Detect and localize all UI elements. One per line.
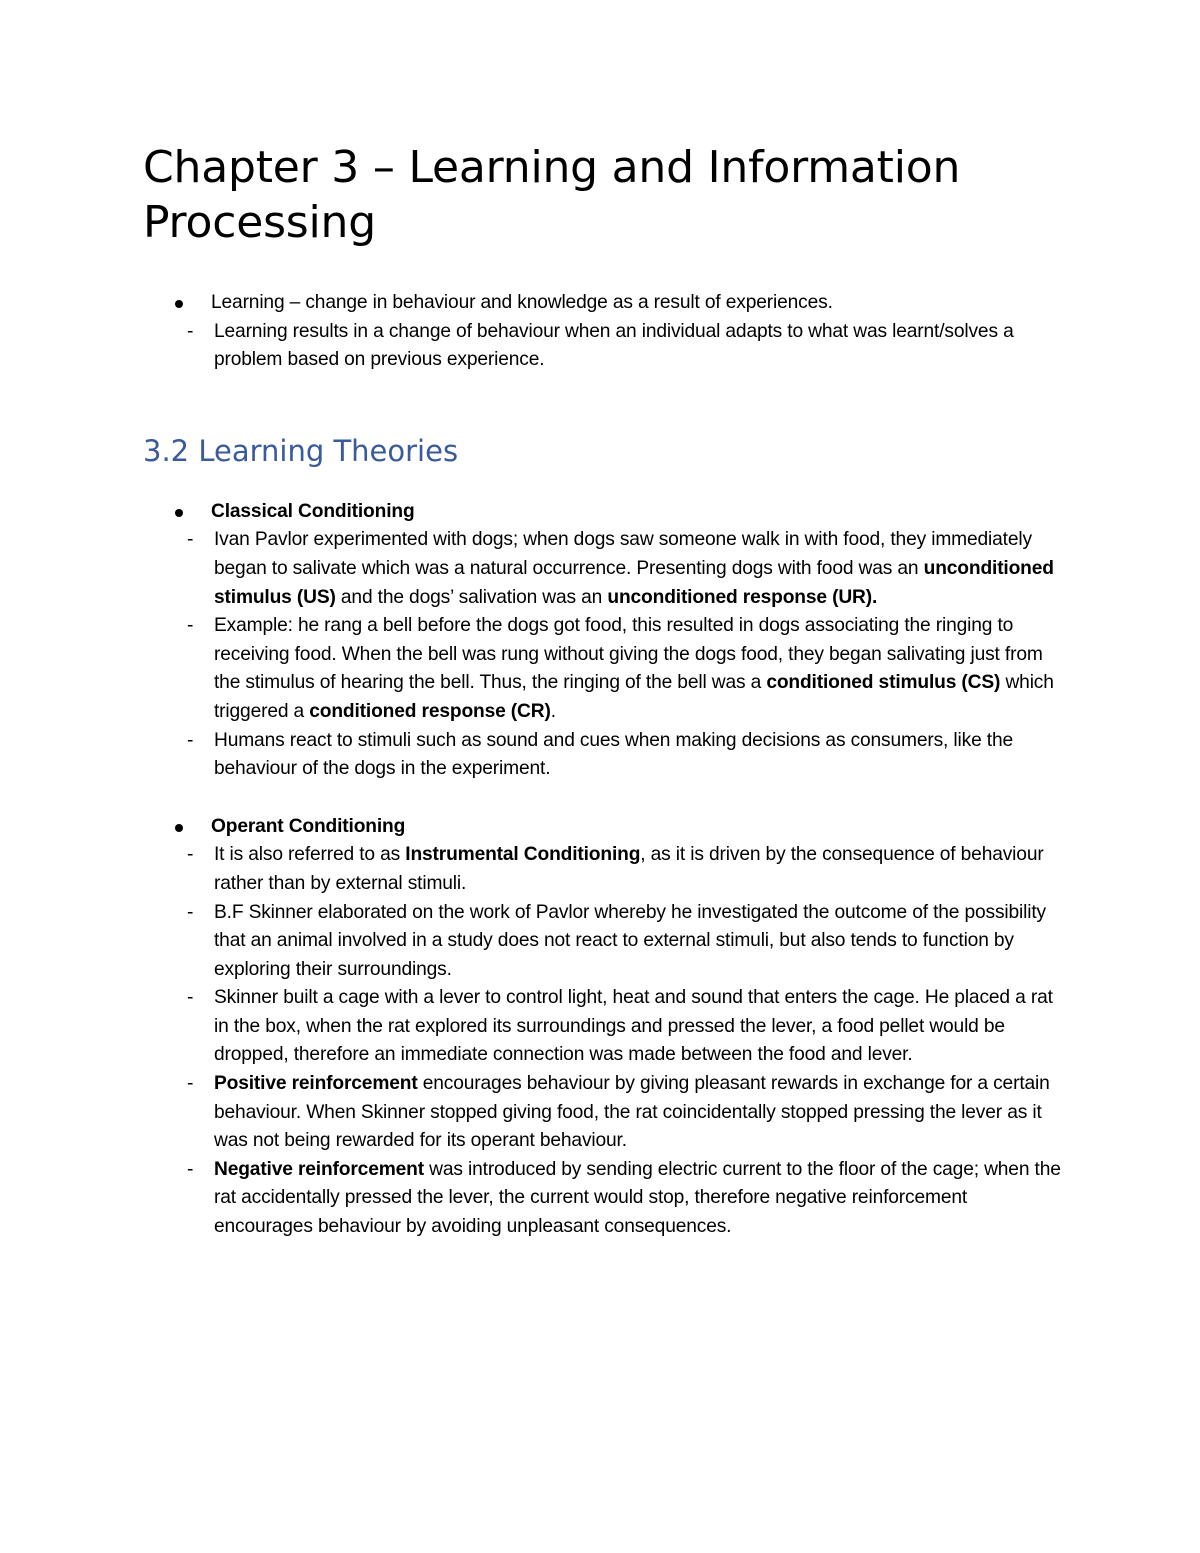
intro-list <box>143 289 1068 375</box>
text-run: Ivan Pavlor experimented with dogs; when dogs saw someone walk in with food, they immediately began to salivate which was a natural occurrence. Presenting dogs with food was an <box>214 529 1032 579</box>
dash-icon: - <box>187 987 194 1009</box>
text-run: , as it is driven by the consequence of behaviour rather than by external stimuli. <box>214 844 1044 894</box>
sub-list <box>143 318 1068 375</box>
section-heading: 3.2 Learning Theories <box>143 433 459 468</box>
text-run: was introduced by sending electric current to the floor of the cage; when the rat accidentally pressed the lever, the current would stop, therefore negative reinforcement encourages behaviour by avoiding unpleasant consequences. <box>214 1158 1061 1238</box>
operant-heading: Operant Conditioning <box>211 815 406 837</box>
dash-icon: - <box>187 615 194 637</box>
sub-list-item <box>143 1156 1068 1242</box>
classical-list <box>143 498 1068 784</box>
list-item <box>143 813 1068 1242</box>
sub-list-item <box>143 984 1068 1070</box>
sub-list-item <box>143 727 1068 784</box>
sub-list <box>143 526 1068 783</box>
text-run: which triggered a <box>214 672 1054 722</box>
sub-list-item <box>143 318 1068 375</box>
bold-term: unconditioned response (UR). <box>607 586 878 608</box>
bullet-icon <box>175 300 183 308</box>
sub-list-item <box>143 841 1068 898</box>
sub-list <box>143 841 1068 1241</box>
bullet-icon <box>175 509 183 517</box>
sub-list-item <box>143 526 1068 612</box>
bold-term: Positive reinforcement <box>214 1073 418 1095</box>
operant-list <box>143 813 1068 1242</box>
sub-list-item <box>143 899 1068 985</box>
text-run: encourages behaviour by giving pleasant rewards in exchange for a certain behaviour. When Skinner stopped giving food, the rat coincidentally stopped pressing the lever as it was not being rewarded for its operant behaviour. <box>214 1073 1050 1152</box>
bold-term: Instrumental Conditioning <box>405 844 641 866</box>
sub-item-text: Humans react to stimuli such as sound and cues when making decisions as consumers, like the behaviour of the dogs in the experiment. <box>214 729 1014 780</box>
list-item <box>143 498 1068 784</box>
bold-term: unconditioned stimulus (US) <box>214 557 1054 608</box>
sub-item-text: Learning results in a change of behaviour when an individual adapts to what was learnt/solves a problem based on previous experience. <box>214 320 1014 371</box>
text-run: It is also referred to as <box>214 844 406 866</box>
sub-list-item <box>143 1070 1068 1156</box>
sub-item-text: B.F Skinner elaborated on the work of Pavlor whereby he investigated the outcome of the possibility that an animal involved in a study does not react to external stimuli, but also tends to function by exploring their surroundings. <box>214 901 1047 980</box>
dash-icon: - <box>187 901 194 923</box>
text-run: Example: he rang a bell before the dogs got food, this resulted in dogs associating the ringing to receiving food. When the bell was rung without giving the dogs food, they began salivating just from the stimulus of hearing the bell. Thus, the ringing of the bell was a <box>214 615 1043 694</box>
dash-icon: - <box>187 320 194 342</box>
dash-icon: - <box>187 529 194 551</box>
chapter-title: Chapter 3 – Learning and Information Processing <box>143 142 961 248</box>
learning-definition: Learning – change in behaviour and knowledge as a result of experiences. <box>211 292 833 313</box>
bold-term: Negative reinforcement <box>214 1158 424 1180</box>
bold-term: conditioned response (CR) <box>309 700 551 722</box>
sub-item-text: Skinner built a cage with a lever to control light, heat and sound that enters the cage. He placed a rat in the box, when the rat explored its surroundings and pressed the lever, a food pellet would be dropped, therefore an immediate connection was made between the food and lever. <box>214 987 1053 1066</box>
text-run: and the dogs’ salivation was an <box>335 586 608 608</box>
document-content <box>143 140 1068 1242</box>
classical-heading: Classical Conditioning <box>211 500 415 522</box>
list-item <box>143 289 1068 375</box>
sub-list-item <box>143 612 1068 726</box>
bullet-icon <box>175 824 183 832</box>
bold-term: conditioned stimulus (CS) <box>766 672 1001 694</box>
dash-icon: - <box>187 729 194 751</box>
dash-icon: - <box>187 844 194 866</box>
dash-icon: - <box>187 1073 194 1095</box>
text-run: . <box>550 700 556 722</box>
dash-icon: - <box>187 1158 194 1180</box>
